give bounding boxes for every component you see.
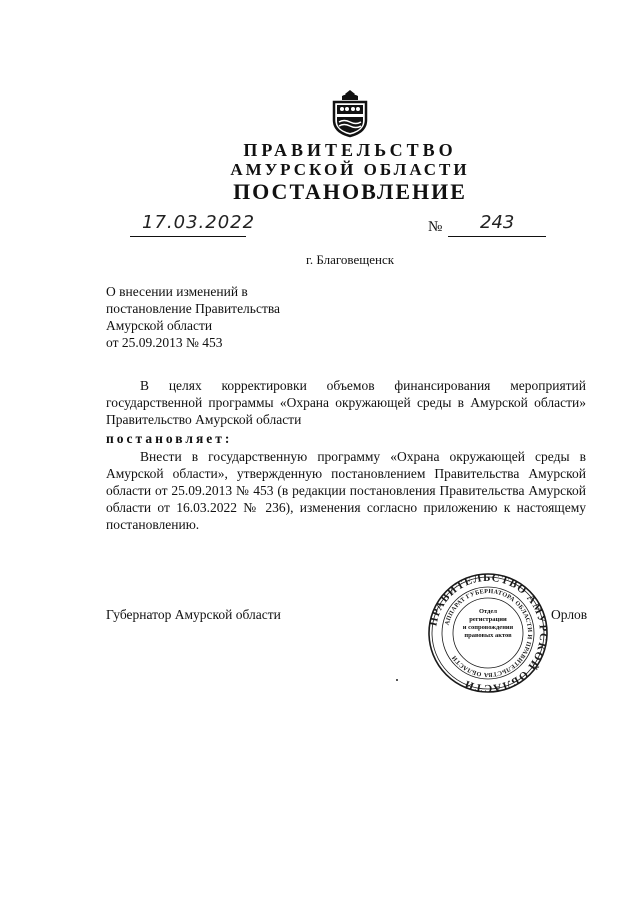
stamp-center-line: регистрации [469, 616, 507, 623]
stamp-center-text [454, 608, 522, 640]
document-number: 243 [480, 212, 515, 233]
number-underline [448, 236, 546, 237]
document-date: 17.03.2022 [142, 212, 256, 233]
coat-of-arms-icon [330, 88, 370, 138]
document-type-title: ПОСТАНОВЛЕНИЕ [233, 179, 467, 204]
city-name: г. Благовещенск [305, 252, 395, 267]
signatory-position: Губернатор Амурской области [106, 607, 281, 622]
date-underline [130, 236, 246, 237]
stamp-center-line: правовых актов [464, 632, 512, 639]
resolution-paragraph: Внести в государственную программу «Охрана окружающей среды в Амурской области», утвержденную постановлением Правительства Амурской области от 25.09.2013 № 453 (в редакции постановления Правительства Амурской области от 16.03.2022 № 236), изменения согласно приложению к настоящему постановлению. [106, 449, 586, 532]
preamble-paragraph: В целях корректировки объемов финансирования мероприятий государственной программы «Охрана окружающей среды в Амурской области» Правительство Амурской области [106, 378, 586, 427]
scan-speck [396, 679, 398, 681]
government-title-line1: ПРАВИТЕЛЬСТВО [243, 140, 457, 160]
number-sign: № [428, 219, 443, 235]
government-title-line2: АМУРСКОЙ ОБЛАСТИ [230, 160, 470, 179]
official-stamp [427, 572, 549, 694]
signatory-surname: Орлов [551, 607, 588, 622]
stamp-center-line: Отдел [479, 608, 497, 615]
stamp-center-line: и сопровождения [462, 624, 514, 631]
document-subject [106, 283, 346, 351]
stamp-inner-text: АППАРАТ ГУБЕРНАТОРА ОБЛАСТИ И ПРАВИТЕЛЬСТВА ОБЛАСТИ [443, 587, 534, 679]
subject-line: Амурской области [106, 318, 213, 333]
decree-word: постановляет: [106, 431, 233, 446]
subject-line: постановление Правительства [106, 301, 281, 316]
stamp-outer-text: ПРАВИТЕЛЬСТВО АМУРСКОЙ ОБЛАСТИ [427, 572, 549, 694]
subject-line: О внесении изменений в [106, 284, 248, 299]
subject-line: от 25.09.2013 № 453 [106, 335, 223, 350]
